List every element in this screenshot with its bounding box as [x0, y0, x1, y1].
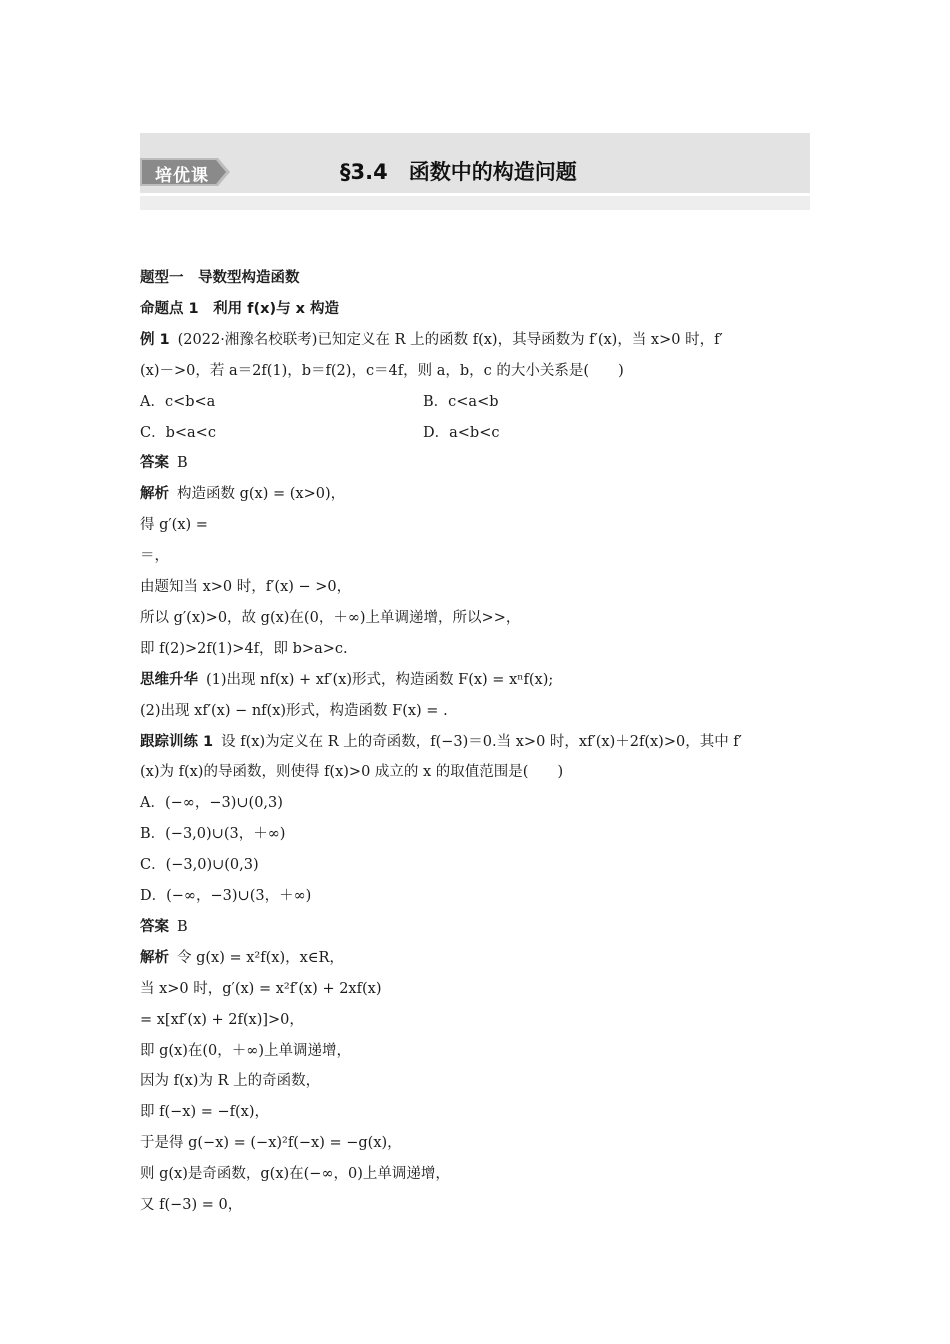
line-text: C．(−3,0)∪(0,3) — [140, 857, 259, 874]
line-label: 跟踪训练 1 — [140, 733, 214, 750]
line-text: B — [177, 918, 188, 935]
line-text: 因为 f(x)为 R 上的奇函数， — [140, 1073, 321, 1090]
line-text: A．(−∞，−3)∪(0,3) — [140, 795, 283, 812]
text-line — [140, 1010, 810, 1030]
text-line — [140, 299, 810, 319]
text-line — [140, 608, 810, 628]
line-text: 即 g(x)在(0，＋∞)上单调递增， — [140, 1042, 351, 1059]
text-line — [140, 824, 810, 844]
line-label: 题型一 导数型构造函数 — [140, 270, 300, 286]
line-text: C．b<a<c — [140, 424, 216, 441]
line-text: = x[xf′(x) + 2f(x)]>0， — [140, 1011, 304, 1028]
text-line — [140, 762, 810, 782]
line-text: ＝， — [140, 548, 169, 565]
line-label: 答案 — [140, 455, 169, 472]
text-line — [140, 917, 810, 937]
section-tag-label: 培优课 — [155, 166, 209, 186]
line-text: (x)为 f(x)的导函数，则使得 f(x)>0 成立的 x 的取值范围是( ) — [140, 764, 564, 781]
line-text: 当 x>0 时，g′(x) = x²f′(x) + 2xf(x) — [140, 980, 382, 997]
line-text: 则 g(x)是奇函数，g(x)在(−∞，0)上单调递增， — [140, 1166, 450, 1183]
text-line — [140, 979, 810, 999]
line-text: 构造函数 g(x) = (x>0)， — [177, 486, 346, 503]
text-line — [140, 361, 810, 381]
text-line — [140, 701, 810, 721]
line-text: (2022·湘豫名校联考)已知定义在 R 上的函数 f(x)，其导函数为 f′(x)，当 x>0 时，f′ — [177, 331, 723, 348]
text-line — [140, 1041, 810, 1061]
text-line — [140, 484, 810, 504]
line-label: 例 1 — [140, 331, 170, 348]
text-line — [140, 639, 810, 659]
text-line — [140, 577, 810, 597]
text-line — [140, 423, 810, 443]
text-line — [140, 1164, 810, 1184]
text-line — [140, 515, 810, 535]
line-text-second-column: B．c<a<b — [423, 393, 499, 410]
line-text: (x)－>0，若 a＝2f(1)，b＝f(2)，c＝4f，则 a，b，c 的大小关系是( ) — [140, 362, 624, 379]
text-line — [140, 1195, 810, 1215]
text-line — [140, 453, 810, 473]
text-line — [140, 268, 810, 288]
line-text: 又 f(−3) = 0， — [140, 1197, 243, 1213]
line-label: 解析 — [140, 949, 169, 966]
section-tag — [140, 158, 230, 186]
line-text: A．c<b<a — [140, 393, 216, 410]
line-text: 即 f(2)>2f(1)>4f，即 b>a>c. — [140, 640, 348, 657]
text-line — [140, 855, 810, 875]
text-line — [140, 546, 810, 566]
line-text-second-column: D．a<b<c — [423, 424, 500, 441]
line-label: 解析 — [140, 486, 169, 503]
text-line — [140, 670, 810, 690]
line-text: B — [177, 455, 188, 472]
line-label: 命题点 1 利用 f(x)与 x 构造 — [140, 300, 340, 317]
line-text: 设 f(x)为定义在 R 上的奇函数，f(−3)＝0.当 x>0 时，xf′(x)＋2f(x)>0，其中 f′ — [221, 733, 742, 750]
text-line — [140, 1133, 810, 1153]
text-line — [140, 886, 810, 906]
line-text: 由题知当 x>0 时，f′(x) − >0， — [140, 579, 352, 595]
line-label: 思维升华 — [140, 671, 198, 688]
line-text: B．(−3,0)∪(3，＋∞) — [140, 826, 286, 843]
text-line — [140, 732, 810, 752]
line-text: 令 g(x) = x²f(x)，x∈R， — [177, 949, 344, 966]
text-line — [140, 948, 810, 968]
text-line — [140, 1102, 810, 1122]
text-line — [140, 793, 810, 813]
page-title: §3.4 函数中的构造问题 — [340, 160, 577, 184]
text-line — [140, 1071, 810, 1091]
text-line — [140, 392, 810, 412]
line-text: 得 g′(x) = — [140, 517, 208, 534]
line-text: D．(−∞，−3)∪(3，＋∞) — [140, 888, 312, 904]
text-line — [140, 330, 810, 350]
line-text: 于是得 g(−x) = (−x)²f(−x) = −g(x)， — [140, 1135, 402, 1152]
line-label: 答案 — [140, 918, 169, 935]
line-text: 所以 g′(x)>0，故 g(x)在(0，＋∞)上单调递增，所以>>， — [140, 609, 521, 626]
line-text: 即 f(−x) = −f(x)， — [140, 1104, 269, 1121]
line-text: (2)出现 xf′(x) − nf(x)形式，构造函数 F(x) = . — [140, 702, 448, 719]
header-strip — [140, 196, 810, 210]
line-text: (1)出现 nf(x) + xf′(x)形式，构造函数 F(x) = xⁿf(x); — [206, 671, 554, 688]
